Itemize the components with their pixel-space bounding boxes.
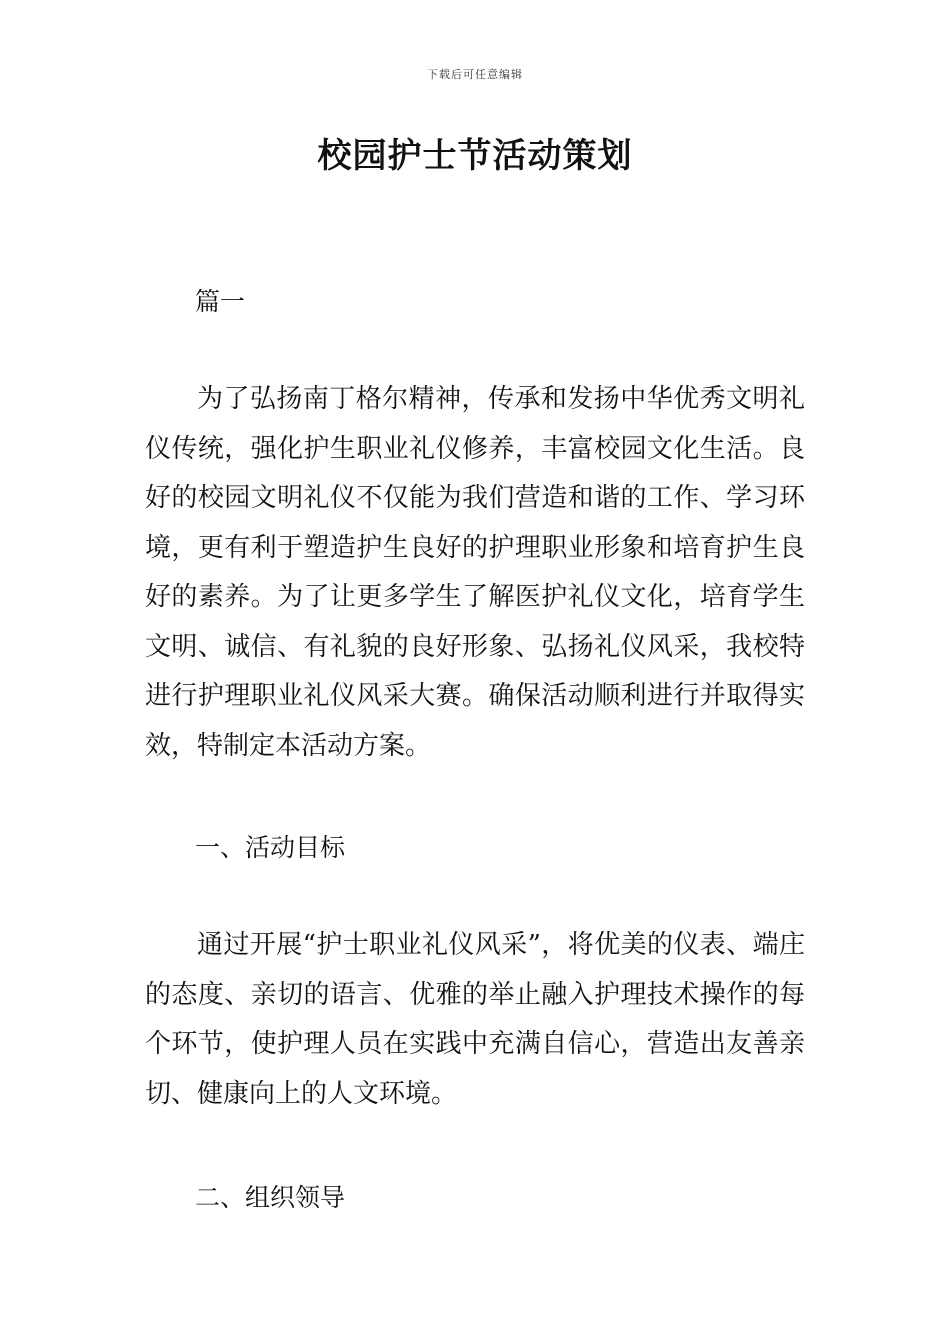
section-heading-organization: 二、组织领导 bbox=[195, 1183, 346, 1212]
section-body-goals: 通过开展“护士职业礼仪风采”，将优美的仪表、端庄的态度、亲切的语言、优雅的举止融入护理技术操作的每个环节，使护理人员在实践中充满自信心，营造出友善亲切、健康向上的人文环境。 bbox=[145, 930, 805, 1109]
section-heading-goals: 一、活动目标 bbox=[195, 833, 346, 862]
part-label: 篇一 bbox=[195, 287, 246, 316]
header-note: 下载后可任意编辑 bbox=[427, 68, 523, 81]
intro-paragraph: 为了弘扬南丁格尔精神，传承和发扬中华优秀文明礼仪传统，强化护生职业礼仪修养，丰富校园文化生活。良好的校园文明礼仪不仅能为我们营造和谐的工作、学习环境，更有利于塑造护生良好的护理职业形象和培育护生良好的素养。为了让更多学生了解医护礼仪文化，培育学生文明、诚信、有礼貌的良好形象、弘扬礼仪风采，我校特进行护理职业礼仪风采大赛。确保活动顺利进行并取得实效，特制定本活动方案。 bbox=[145, 384, 805, 761]
document-title: 校园护士节活动策划 bbox=[317, 136, 633, 176]
